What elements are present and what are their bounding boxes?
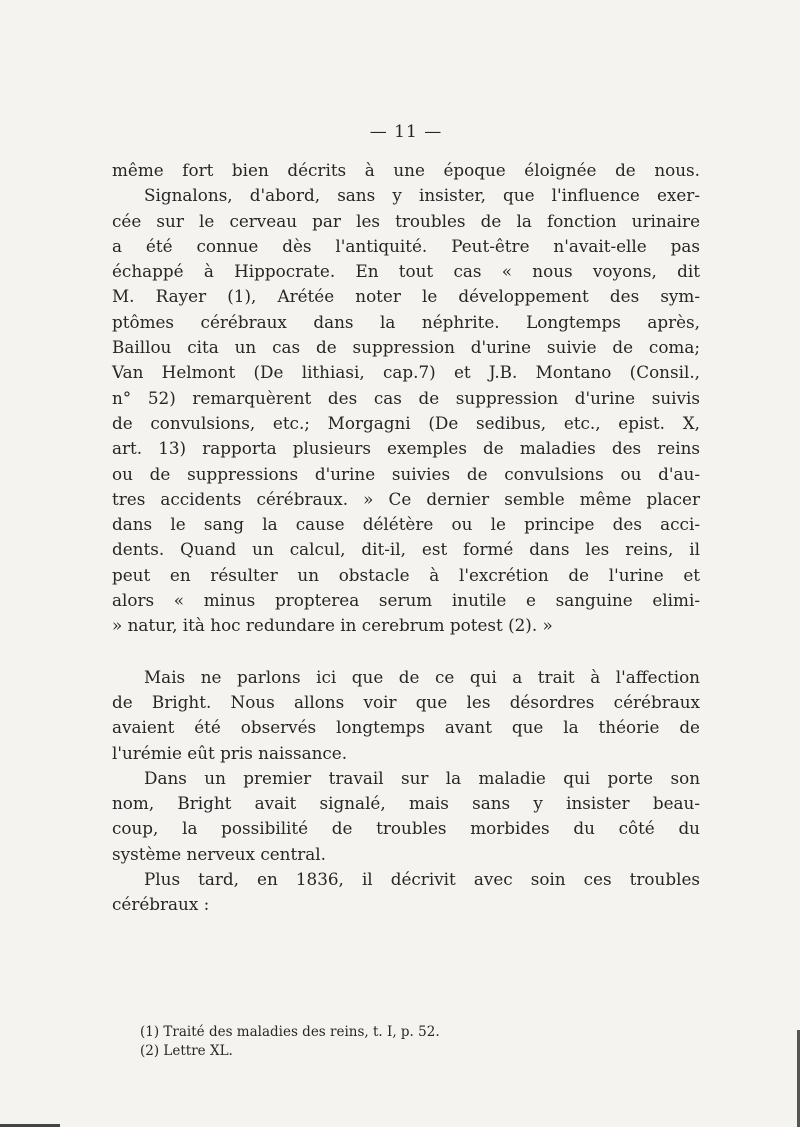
text-line: art. 13) rapporta plusieurs exemples de maladies des reins [112,438,700,459]
footnote: (2) Lettre XL. [140,1043,233,1059]
text-line: l'urémie eût pris naissance. [112,742,348,763]
text-line: ou de suppressions d'urine suivies de convulsions ou d'au- [112,463,700,484]
text-line: nom, Bright avait signalé, mais sans y insister beau- [112,793,700,814]
text-line: n° 52) remarquèrent des cas de suppression d'urine suivis [112,387,700,408]
text-line: dans le sang la cause délétère ou le principe des acci- [112,514,700,535]
text-line: Dans un premier travail sur la maladie qui porte son [144,767,700,788]
text-line: ptômes cérébraux dans la néphrite. Longtemps après, [112,311,700,332]
footnote: (1) Traité des maladies des reins, t. I, p. 52. [140,1024,440,1040]
text-line: de Bright. Nous allons voir que les désordres cérébraux [112,691,700,712]
text-line: M. Rayer (1), Arétée noter le développement des sym- [112,286,700,307]
text-line: Plus tard, en 1836, il décrivit avec soin ces troubles [144,869,700,890]
body-text [112,158,700,918]
text-line: avaient été observés longtemps avant que la théorie de [112,717,700,738]
text-line: système nerveux central. [112,843,326,864]
paragraph-1 [112,158,700,639]
text-line: échappé à Hippocrate. En tout cas « nous voyons, dit [112,261,700,282]
text-line: de convulsions, etc.; Morgagni (De sedibus, etc., epist. X, [112,412,700,433]
text-line: Mais ne parlons ici que de ce qui a trait à l'affection [144,666,700,687]
text-line: cérébraux : [112,894,210,915]
text-line: même fort bien décrits à une époque éloignée de nous. [112,160,700,180]
text-line: a été connue dès l'antiquité. Peut-être n'avait-elle pas [112,235,700,256]
text-line: peut en résulter un obstacle à l'excrétion de l'urine et [112,564,700,585]
text-line: Signalons, d'abord, sans y insister, que l'influence exer- [144,185,700,206]
page-number: — 11 — [369,122,443,142]
text-line: dents. Quand un calcul, dit-il, est formé dans les reins, il [112,539,700,560]
text-line: Van Helmont (De lithiasi, cap.7) et J.B. Montano (Consil., [112,362,700,383]
text-line: alors « minus propterea serum inutile e sanguine elimi- [112,590,700,611]
paragraph-spacer [112,639,700,665]
paragraph-3 [112,766,700,867]
paragraph-4 [112,867,700,918]
text-line: cée sur le cerveau par les troubles de la fonction urinaire [112,210,700,231]
paragraph-2 [112,665,700,766]
text-line: Baillou cita un cas de suppression d'urine suivie de coma; [112,337,700,358]
text-line: » natur, ità hoc redundare in cerebrum potest (2). » [112,615,553,636]
text-line: coup, la possibilité de troubles morbides du côté du [112,818,700,839]
footnotes [112,1023,700,1061]
text-line: tres accidents cérébraux. » Ce dernier semble même placer [112,488,700,509]
